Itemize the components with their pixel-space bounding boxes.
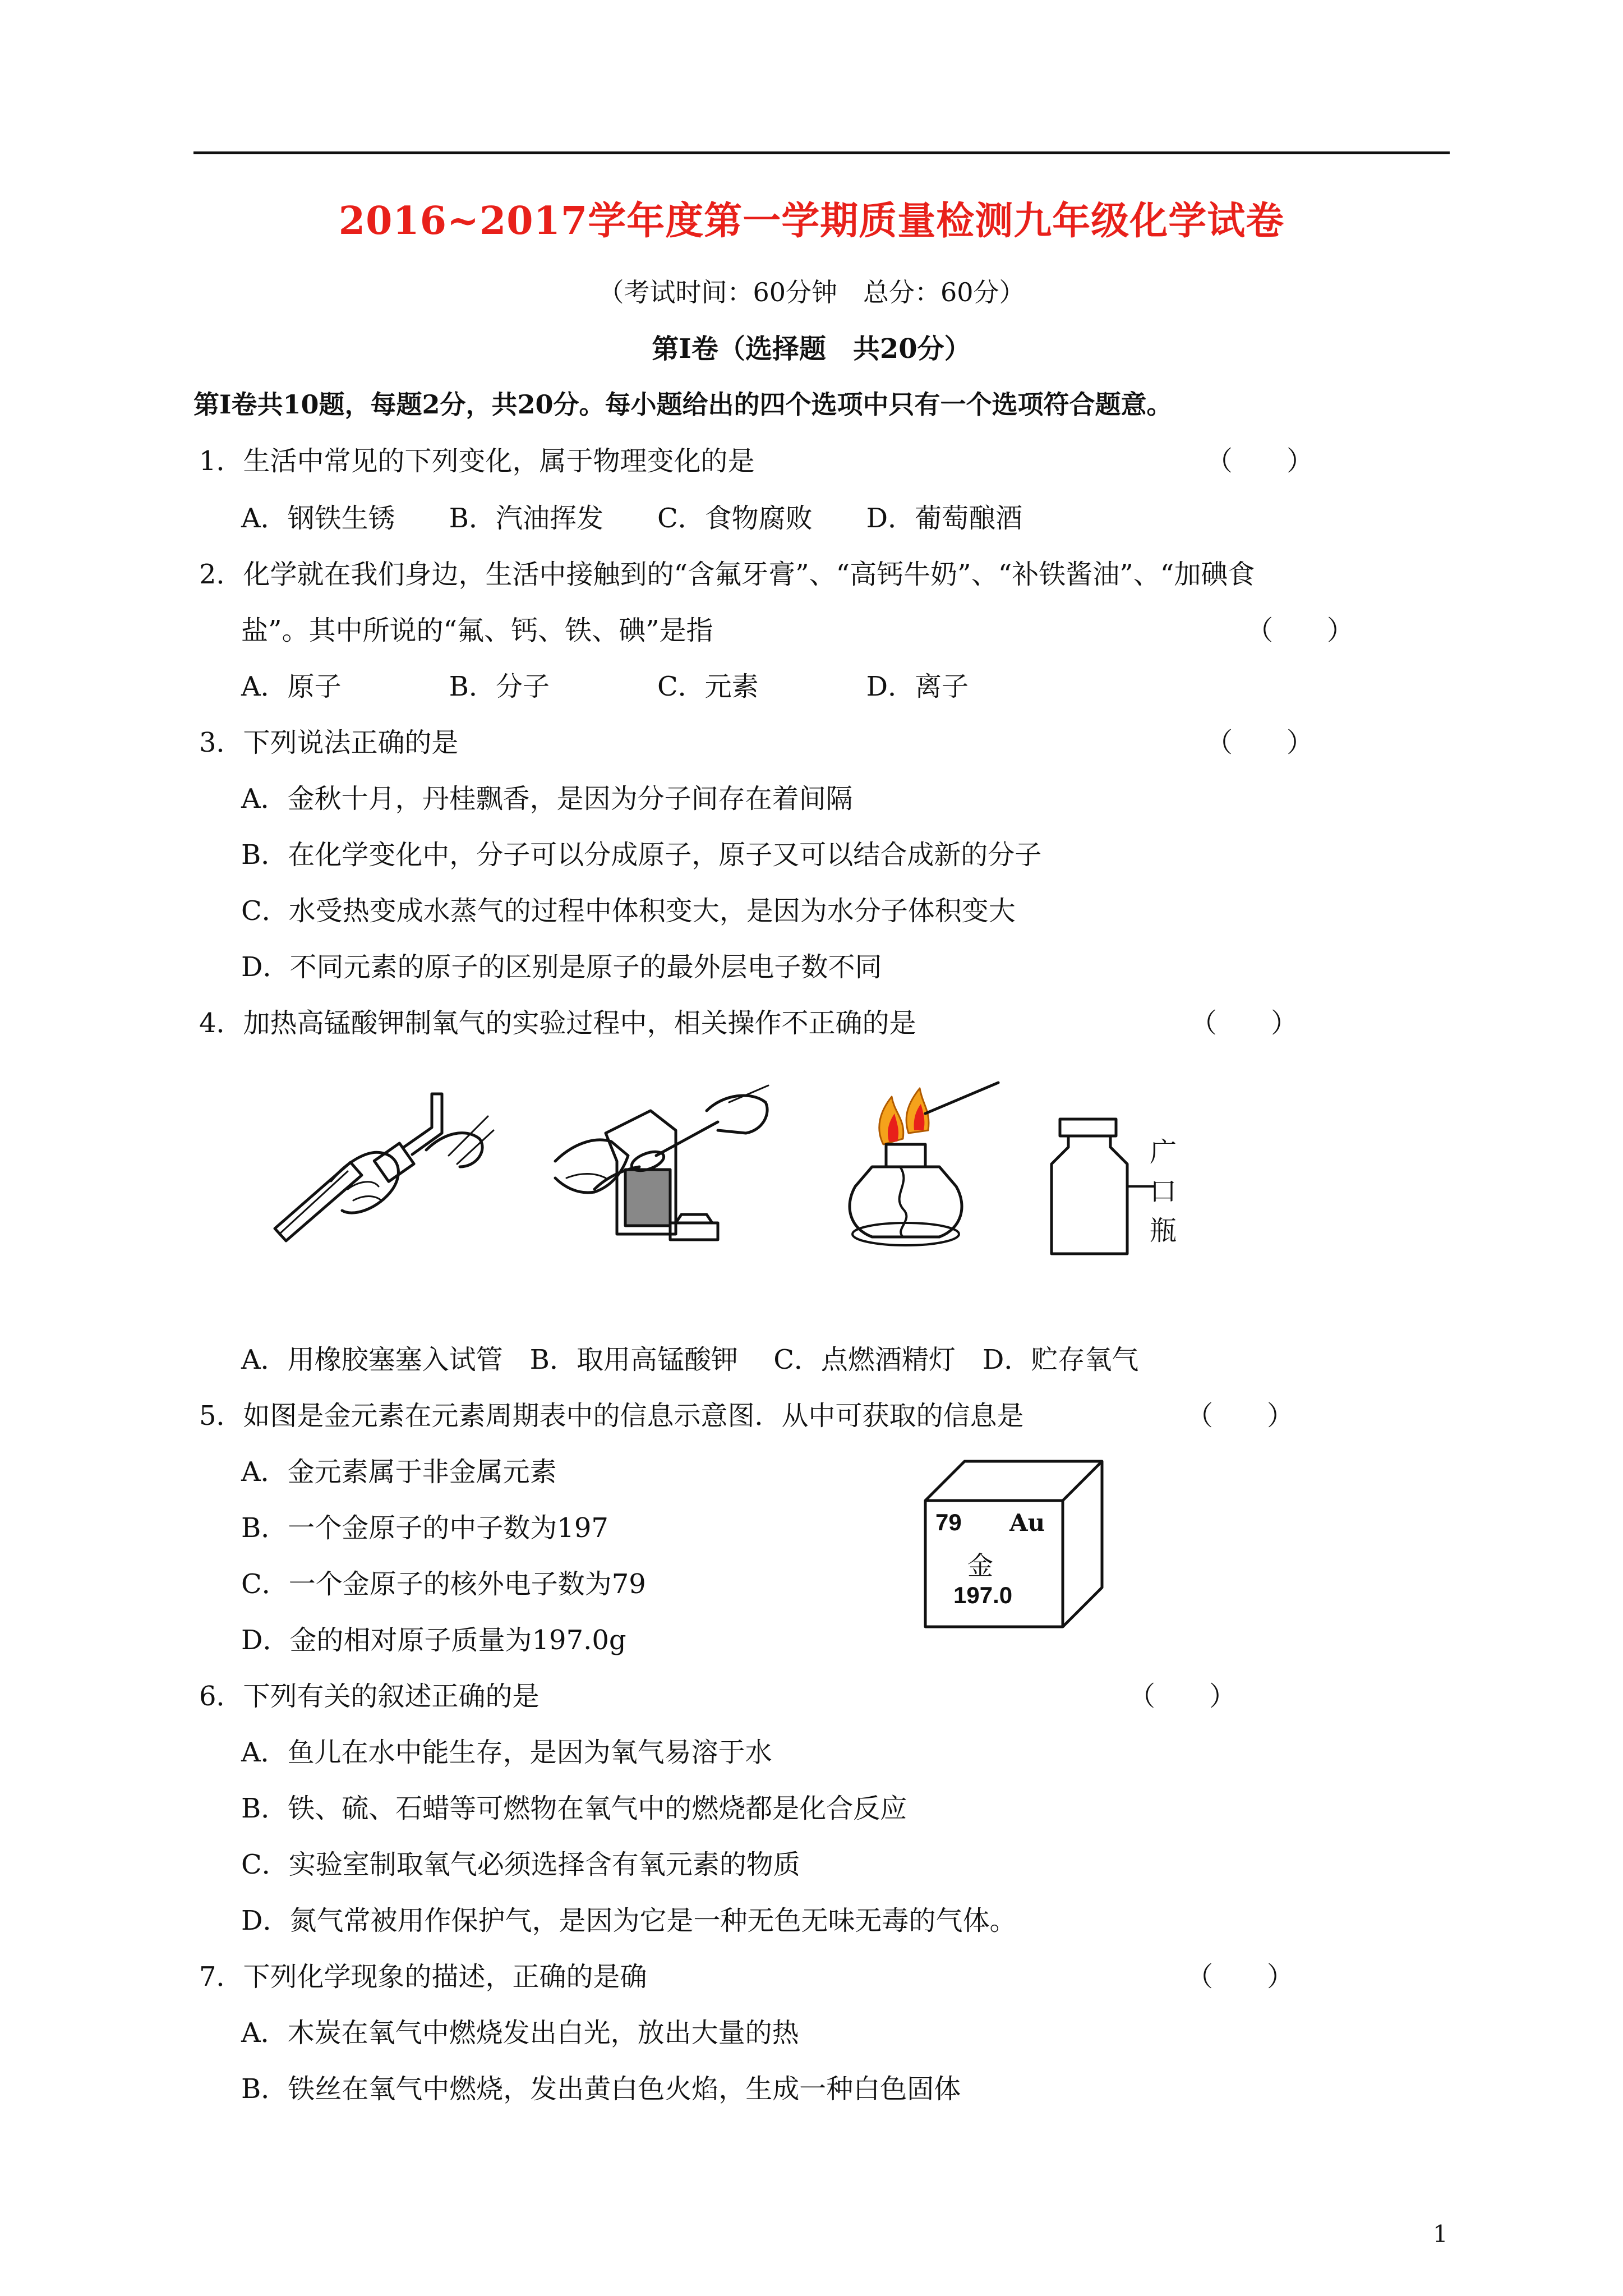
question-4-stem: 4．加热高锰酸钾制氧气的实验过程中，相关操作不正确的是 <box>199 1007 916 1039</box>
exam-title: 2016~2017学年度第一学期质量检测九年级化学试卷 <box>338 199 1285 243</box>
figure-taking-potassium-permanganate <box>550 1077 774 1257</box>
question-3-option-a: A．金秋十月，丹桂飘香，是因为分子间存在着间隔 <box>241 783 853 815</box>
header-rule <box>193 151 1450 154</box>
question-3-stem: 3．下列说法正确的是 <box>199 727 459 758</box>
question-6-option-d: D．氮气常被用作保护气，是因为它是一种无色无味无毒的气体。 <box>241 1905 1017 1936</box>
page-number: 1 <box>1433 2220 1448 2248</box>
figure-wide-mouth-bottle <box>1040 1116 1231 1262</box>
element-symbol: Au <box>1009 1509 1045 1536</box>
element-atomic-number: 79 <box>935 1509 962 1535</box>
section-instruction: 第Ⅰ卷共10题，每题2分，共20分。每小题给出的四个选项中只有一个选项符合题意。 <box>193 389 1173 420</box>
question-3-option-b: B．在化学变化中，分子可以分成原子，原子又可以结合成新的分子 <box>241 839 1042 871</box>
question-2-stem-continued: 盐”。其中所说的“氟、钙、铁、碘”是指 <box>241 615 713 646</box>
question-5-option-a: A．金元素属于非金属元素 <box>241 1456 557 1488</box>
question-6-stem: 6．下列有关的叙述正确的是 <box>199 1681 540 1712</box>
question-5-stem: 5．如图是金元素在元素周期表中的信息示意图．从中可获取的信息是 <box>199 1400 1024 1432</box>
section-title: 第Ⅰ卷（选择题 共20分） <box>652 333 971 365</box>
bottle-label-char-1: 广 <box>1150 1137 1177 1168</box>
question-6-option-b: B．铁、硫、石蜡等可燃物在氧气中的燃烧都是化合反应 <box>241 1793 907 1824</box>
question-7-option-b: B．铁丝在氧气中燃烧，发出黄白色火焰，生成一种白色固体 <box>241 2073 961 2105</box>
question-5-option-b: B．一个金原子的中子数为197 <box>241 1512 608 1544</box>
question-4-options: A．用橡胶塞塞入试管 B．取用高锰酸钾 C．点燃酒精灯 D．贮存氧气 <box>241 1344 1139 1375</box>
question-1-options: A．钢铁生锈 B．汽油挥发 C．食物腐败 D．葡萄酿酒 <box>241 503 1023 534</box>
question-1-answer-blank: （ ） <box>1206 445 1314 477</box>
question-6-option-c: C．实验室制取氧气必须选择含有氧元素的物质 <box>241 1849 800 1880</box>
question-6-option-a: A．鱼儿在水中能生存，是因为氧气易溶于水 <box>241 1737 772 1768</box>
question-3-option-c: C．水受热变成水蒸气的过程中体积变大，是因为水分子体积变大 <box>241 895 1016 927</box>
question-7-option-a: A．木炭在氧气中燃烧发出白光，放出大量的热 <box>241 2017 799 2049</box>
question-5-answer-blank: （ ） <box>1186 1400 1294 1432</box>
question-6-answer-blank: （ ） <box>1128 1681 1237 1712</box>
question-2-options: A．原子 B．分子 C．元素 D．离子 <box>241 671 969 702</box>
question-5-option-d: D．金的相对原子质量为197.0g <box>241 1625 626 1656</box>
question-7-stem: 7．下列化学现象的描述，正确的是确 <box>199 1961 647 1993</box>
question-7-answer-blank: （ ） <box>1186 1961 1294 1993</box>
element-atomic-mass: 197.0 <box>953 1582 1013 1608</box>
bottle-label-char-2: 口 <box>1150 1176 1177 1207</box>
question-2-stem: 2．化学就在我们身边，生活中接触到的“含氟牙膏”、“高钙牛奶”、“补铁酱油”、“加碘食 <box>199 559 1255 590</box>
question-5-option-c: C．一个金原子的核外电子数为79 <box>241 1568 646 1600</box>
element-name: 金 <box>967 1550 993 1581</box>
question-3-answer-blank: （ ） <box>1206 727 1314 758</box>
question-4-answer-blank: （ ） <box>1190 1007 1298 1039</box>
question-2-answer-blank: （ ） <box>1246 615 1354 646</box>
figure-lighting-alcohol-lamp <box>841 1066 1009 1257</box>
figure-stopper-into-test-tube <box>264 1083 499 1251</box>
question-3-option-d: D．不同元素的原子的区别是原子的最外层电子数不同 <box>241 951 882 983</box>
bottle-label-char-3: 瓶 <box>1150 1215 1177 1246</box>
exam-info: （考试时间：60分钟 总分：60分） <box>598 277 1025 307</box>
question-1-stem: 1．生活中常见的下列变化，属于物理变化的是 <box>199 445 755 477</box>
